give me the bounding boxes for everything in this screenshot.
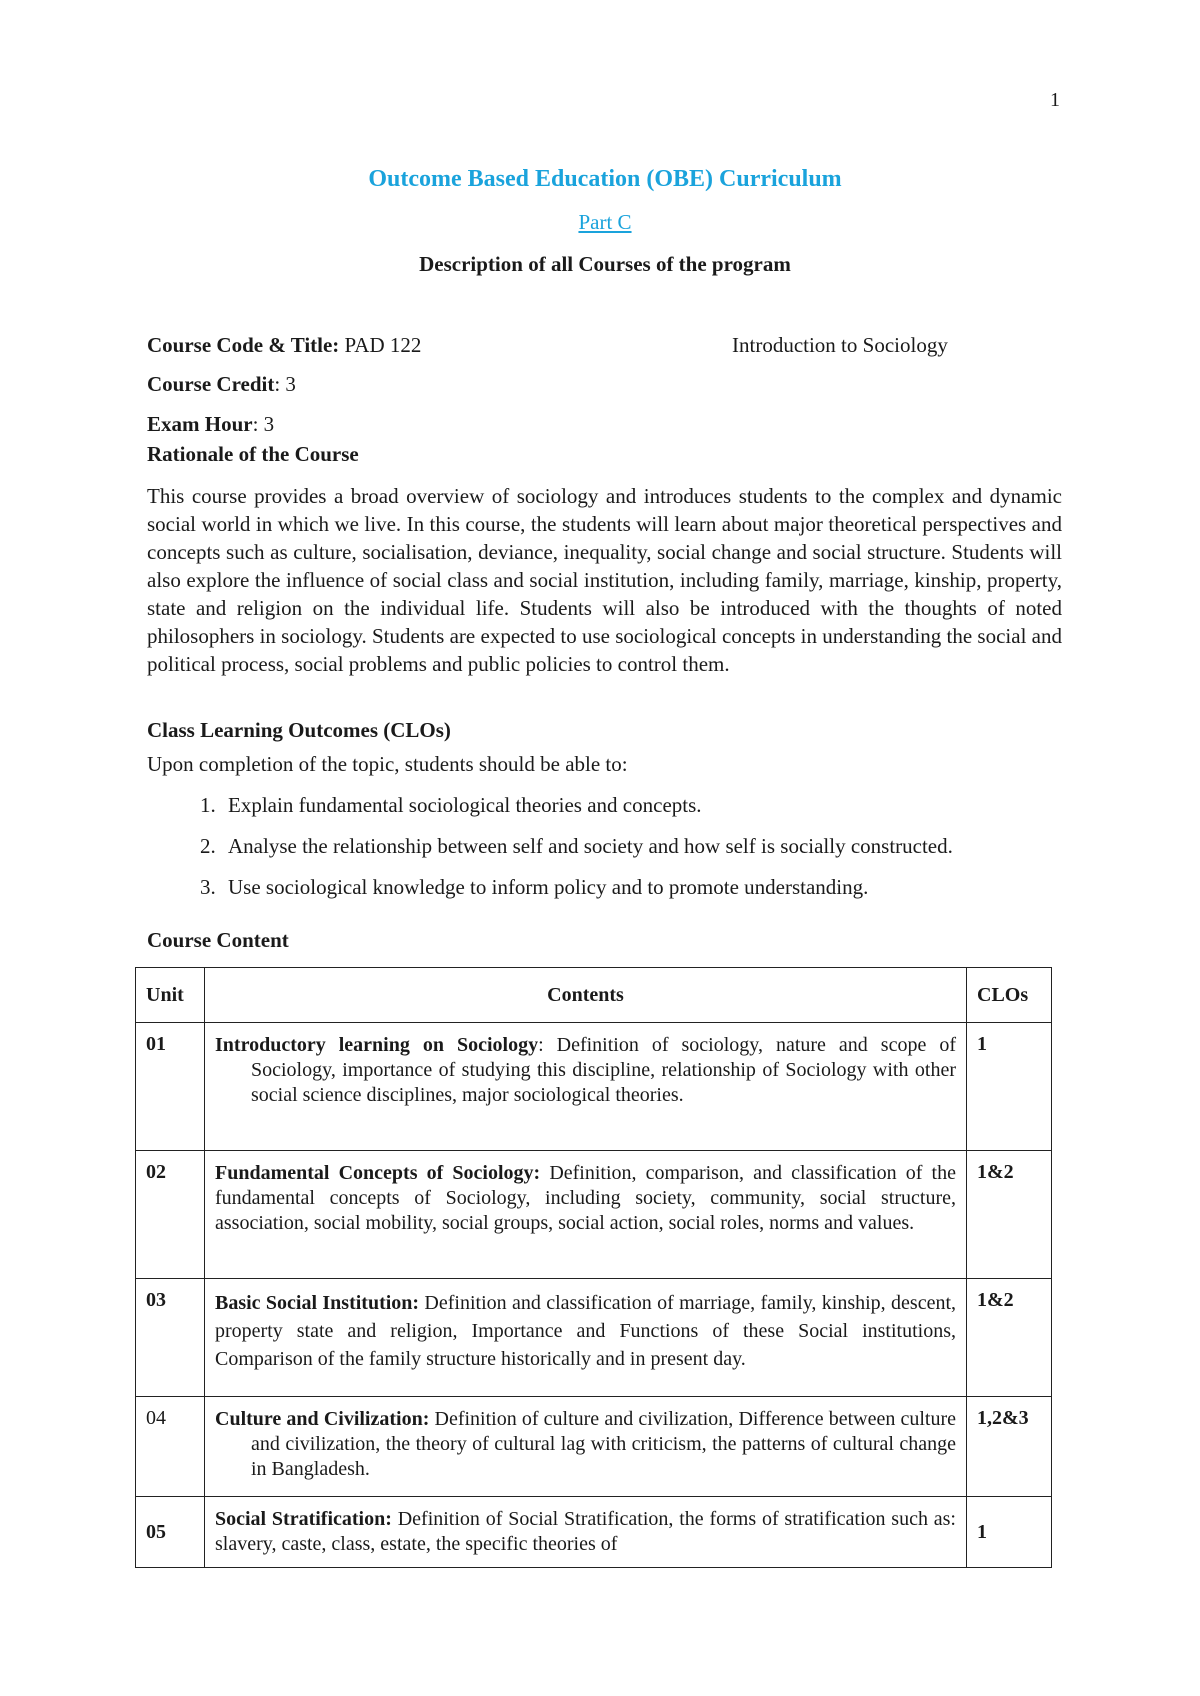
- list-item: [200, 874, 1062, 901]
- clos-cell: 1&2: [967, 1151, 1052, 1279]
- contents-cell: [205, 1497, 967, 1568]
- list-item: [200, 792, 1062, 819]
- table-row: [136, 1023, 1052, 1151]
- list-text: Use sociological knowledge to inform policy and to promote understanding.: [228, 875, 869, 899]
- rationale-paragraph: This course provides a broad overview of sociology and introduces students to the complex and dynamic social world in which we live. In this course, the students will learn about major theoretical perspectives and concepts such as culture, socialisation, deviance, inequality, social change and social structure. Students will also explore the influence of social class and social institution, including family, marriage, kinship, property, state and religion on the individual life. Students will also be introduced with the thoughts of noted philosophers in sociology. Students are expected to use sociological concepts in understanding the social and political process, social problems and public policies to control them.: [147, 484, 1062, 676]
- unit-body: Definition, comparison, and classification of the fundamental concepts of Sociology, including society, community, social structure, association, social mobility, social groups, social action, social roles, norms and values.: [215, 1162, 956, 1234]
- list-number: 3.: [200, 875, 216, 899]
- table-header-row: [136, 968, 1052, 1023]
- unit-title: Culture and Civilization:: [215, 1408, 430, 1430]
- exam-hour-field: [147, 412, 274, 437]
- contents-cell: [205, 1151, 967, 1279]
- document-subtitle: Description of all Courses of the program: [419, 252, 791, 276]
- course-credit-field: [147, 372, 296, 397]
- table-row: [136, 1497, 1052, 1568]
- unit-cell: 04: [136, 1397, 205, 1497]
- list-text: Analyse the relationship between self and society and how self is socially constructed.: [228, 834, 953, 858]
- unit-cell: 05: [136, 1497, 205, 1568]
- clos-cell: 1: [967, 1497, 1052, 1568]
- exam-hour-label: Exam Hour: [147, 412, 253, 436]
- unit-title: Introductory learning on Sociology: [215, 1034, 539, 1056]
- unit-title: Social Stratification:: [215, 1508, 392, 1530]
- course-credit-label: Course Credit: [147, 372, 275, 396]
- unit-title: Basic Social Institution:: [215, 1292, 420, 1314]
- document-title: Outcome Based Education (OBE) Curriculum: [368, 166, 842, 192]
- list-number: 2.: [200, 834, 216, 858]
- course-credit-value: : 3: [274, 372, 296, 396]
- header-unit: Unit: [136, 968, 205, 1023]
- rationale-heading: Rationale of the Course: [147, 442, 359, 466]
- unit-body: : Definition of sociology, nature and scope of Sociology, importance of studying this discipline, relationship of Sociology with other social science disciplines, major sociological theories.: [251, 1034, 956, 1106]
- unit-cell: 01: [136, 1023, 205, 1151]
- course-title-value: Introduction to Sociology: [732, 333, 948, 357]
- clos-heading: Class Learning Outcomes (CLOs): [147, 718, 451, 742]
- contents-text: [215, 1407, 956, 1482]
- unit-cell: 02: [136, 1151, 205, 1279]
- unit-body: Definition of culture and civilization, Difference between culture and civilization, the theory of cultural lag with criticism, the patterns of cultural change in Bangladesh.: [251, 1408, 957, 1480]
- header-contents: Contents: [205, 968, 967, 1023]
- contents-cell: [205, 1279, 967, 1397]
- contents-cell: [205, 1397, 967, 1497]
- contents-text: [215, 1033, 956, 1108]
- course-content-table: [135, 967, 1052, 1568]
- unit-title: Fundamental Concepts of Sociology:: [215, 1162, 541, 1184]
- course-code-field: [147, 333, 421, 358]
- list-number: 1.: [200, 793, 216, 817]
- course-code-label: Course Code & Title:: [147, 333, 340, 357]
- table-row: [136, 1279, 1052, 1397]
- contents-cell: [205, 1023, 967, 1151]
- unit-body: Definition of Social Stratification, the forms of stratification such as: slavery, caste, class, estate, the specific theories of: [215, 1508, 956, 1555]
- table-row: [136, 1151, 1052, 1279]
- clos-cell: 1&2: [967, 1279, 1052, 1397]
- exam-hour-value: : 3: [252, 412, 275, 436]
- clos-intro: Upon completion of the topic, students should be able to:: [147, 752, 628, 776]
- course-code-value: PAD 122: [344, 333, 422, 357]
- list-text: Explain fundamental sociological theories and concepts.: [228, 793, 702, 817]
- clo-list: [200, 792, 1062, 901]
- clos-cell: 1,2&3: [967, 1397, 1052, 1497]
- unit-cell: 03: [136, 1279, 205, 1397]
- part-heading: Part C: [578, 210, 632, 234]
- table-row: [136, 1397, 1052, 1497]
- page-number: 1: [1050, 89, 1060, 111]
- header-clos: CLOs: [967, 968, 1052, 1023]
- list-item: [200, 833, 1062, 860]
- clos-cell: 1: [967, 1023, 1052, 1151]
- unit-body: Definition and classification of marriage, family, kinship, descent, property state and religion, Importance and Functions of these Social institutions, Comparison of the family structure historically and in present day.: [215, 1292, 957, 1370]
- course-content-heading: Course Content: [147, 928, 289, 952]
